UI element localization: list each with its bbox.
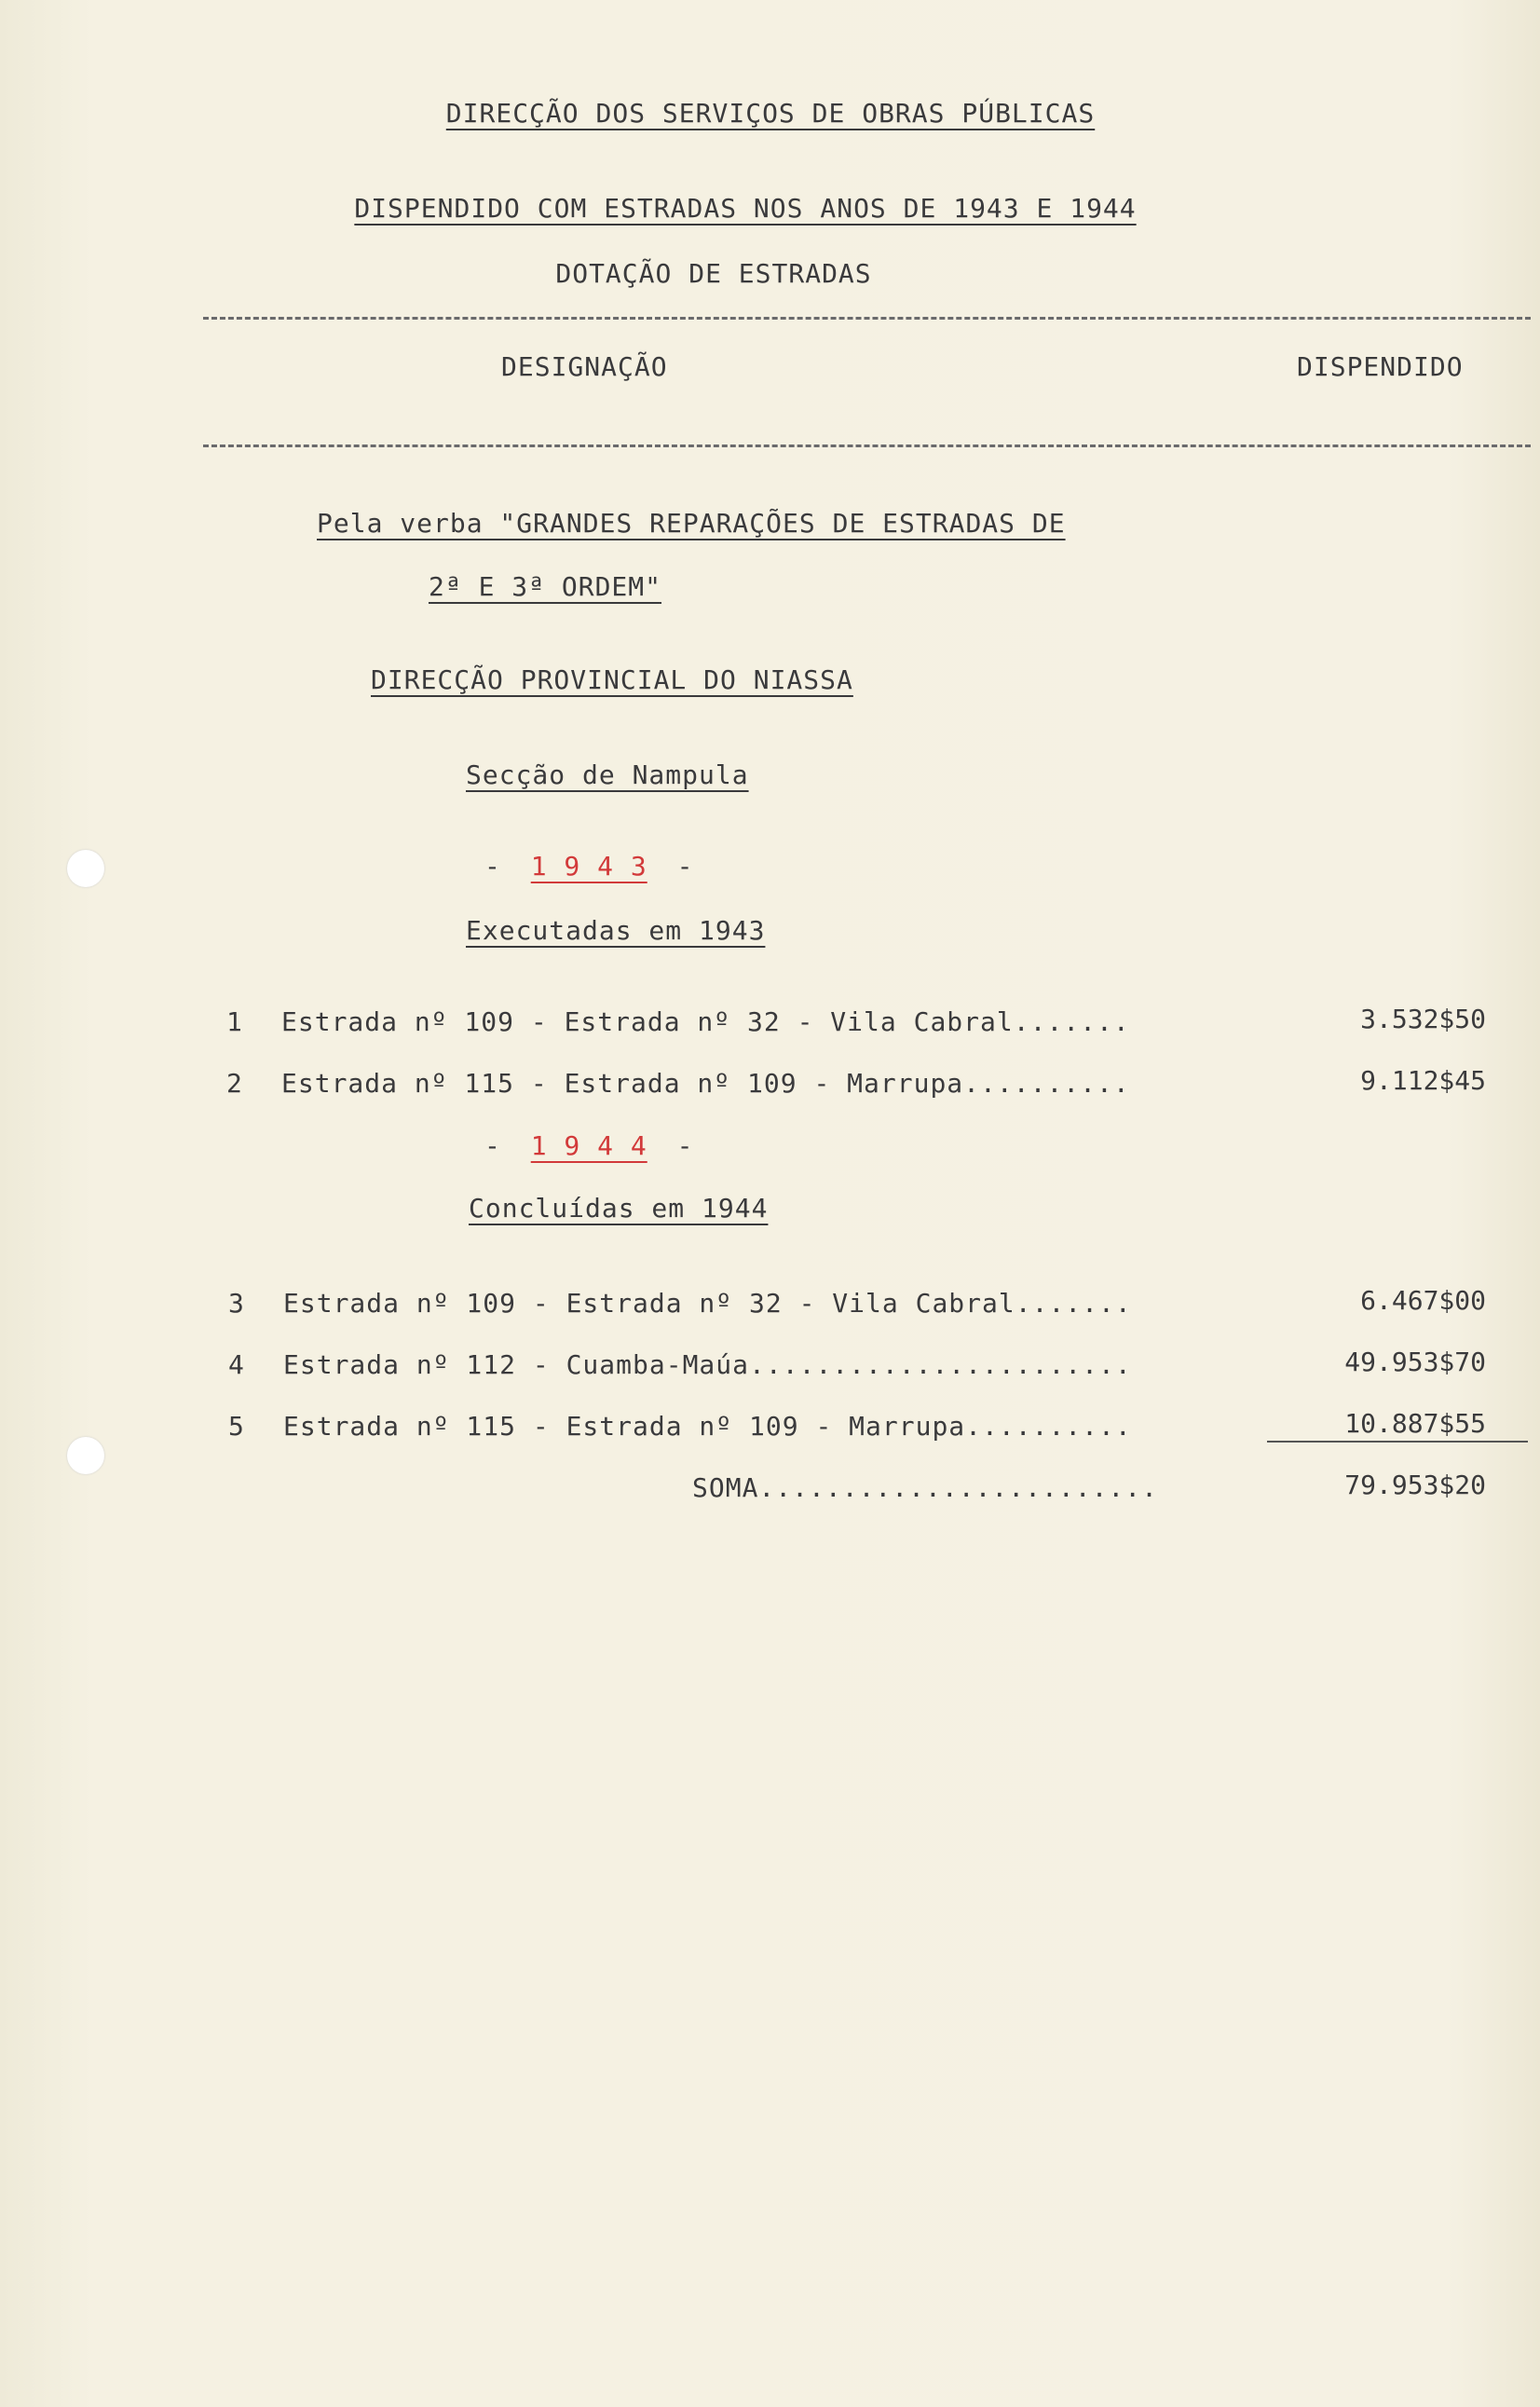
row-description: Estrada nº 109 - Estrada nº 32 - Vila Cabral....... xyxy=(283,1288,1132,1319)
total-label: SOMA........................ xyxy=(692,1472,1159,1503)
budget-line-1: Pela verba "GRANDES REPARAÇÕES DE ESTRADAS DE xyxy=(317,508,1066,539)
row-number: 3 xyxy=(228,1288,244,1319)
row-amount: 9.112$45 xyxy=(1360,1065,1486,1096)
dash-right: - xyxy=(676,1130,694,1161)
row-description: Estrada nº 112 - Cuamba-Maúa....................... xyxy=(283,1349,1132,1380)
year-1944-marker xyxy=(484,1130,693,1161)
year-1943-marker xyxy=(484,851,693,882)
column-header-designation: DESIGNAÇÃO xyxy=(501,351,668,382)
row-amount: 49.953$70 xyxy=(1344,1347,1486,1377)
year-1943-label: 1 9 4 3 xyxy=(530,851,647,882)
header-divider-top xyxy=(203,317,1531,320)
concluded-1944-heading: Concluídas em 1944 xyxy=(469,1193,769,1224)
executed-1943-heading: Executadas em 1943 xyxy=(466,915,766,946)
dash-left: - xyxy=(484,851,501,882)
row-description: Estrada nº 115 - Estrada nº 109 - Marrupa.......... xyxy=(281,1068,1130,1099)
row-amount: 10.887$55 xyxy=(1344,1408,1486,1439)
row-amount: 6.467$00 xyxy=(1360,1285,1486,1316)
punch-hole-top xyxy=(67,850,104,887)
department-title: DIRECÇÃO DOS SERVIÇOS DE OBRAS PÚBLICAS xyxy=(445,98,1096,129)
province-heading: DIRECÇÃO PROVINCIAL DO NIASSA xyxy=(371,664,853,695)
dash-left: - xyxy=(484,1130,501,1161)
document-title: DISPENDIDO COM ESTRADAS NOS ANOS DE 1943 E 1944 xyxy=(354,193,1137,224)
row-number: 1 xyxy=(226,1006,242,1037)
budget-line-2: 2ª E 3ª ORDEM" xyxy=(429,571,662,602)
row-number: 2 xyxy=(226,1068,242,1099)
row-amount: 3.532$50 xyxy=(1360,1004,1486,1034)
section-heading: Secção de Nampula xyxy=(466,759,749,790)
column-header-spent: DISPENDIDO xyxy=(1297,351,1464,382)
year-1944-label: 1 9 4 4 xyxy=(530,1130,647,1161)
row-description: Estrada nº 109 - Estrada nº 32 - Vila Cabral....... xyxy=(281,1006,1130,1037)
total-amount: 79.953$20 xyxy=(1344,1470,1486,1500)
document-subtitle: DOTAÇÃO DE ESTRADAS xyxy=(555,258,872,289)
row-number: 4 xyxy=(228,1349,244,1380)
sum-rule xyxy=(1267,1441,1528,1443)
row-description: Estrada nº 115 - Estrada nº 109 - Marrupa.......... xyxy=(283,1411,1132,1442)
row-number: 5 xyxy=(228,1411,244,1442)
header-divider-bottom xyxy=(203,444,1531,447)
dash-right: - xyxy=(676,851,694,882)
punch-hole-bottom xyxy=(67,1437,104,1474)
